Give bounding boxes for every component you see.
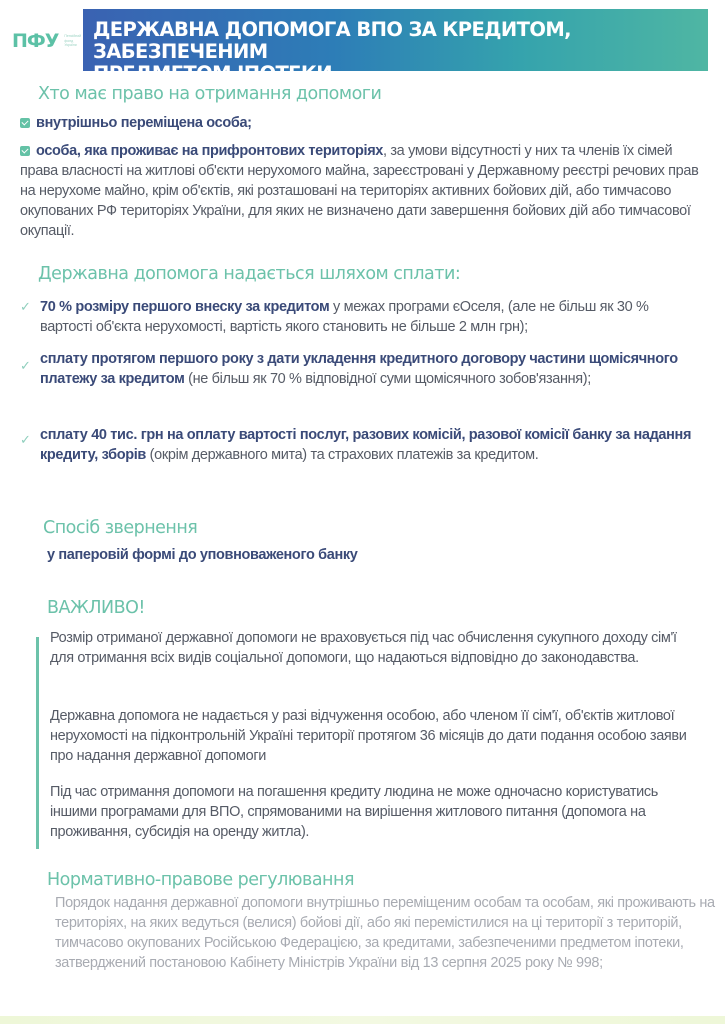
eligibility-item-text: , за умови відсутності у них та членів їх сімей права власності на житлові об'єкти нерухомого майна, зареєстровані у Державному реєстрі речових прав на нерухоме майно, крім об'єктів, які розташовані на територіях активних бойових дій, або тимчасово окупованих РФ територіях України, для яких не визначено дати завершення бойових дій або тимчасової окупації. [20, 143, 699, 239]
payment-item [40, 297, 700, 337]
checkmark-icon: ✓ [20, 300, 31, 315]
eligibility-item [20, 141, 700, 241]
payment-item-text: у межах програми єОселя, (але не більш як 30 % вартості об'єкта нерухомості, вартість якого становить не більше 2 млн грн); [40, 299, 649, 335]
payment-item-text: (окрім державного мита) та страхових платежів за кредитом. [146, 447, 539, 463]
eligibility-item-bold: внутрішньо переміщена особа; [36, 115, 252, 131]
payment-item-bold: сплату 40 тис. грн на оплату вартості послуг, разових комісій, разової комісії банку за надання кредиту, зборів [40, 427, 692, 463]
payment-item-bold: 70 % розміру першого внеску за кредитом [40, 299, 330, 315]
page-title-line-1: ДЕРЖАВНА ДОПОМОГА ВПО ЗА КРЕДИТОМ, ЗАБЕЗПЕЧЕНИМ [93, 18, 571, 63]
application-text: у паперовій формі до уповноваженого банку [47, 547, 358, 563]
header [0, 0, 725, 85]
regulation-heading: Нормативно-правове регулювання [47, 870, 354, 890]
important-paragraph: Під час отримання допомоги на погашення кредиту людина не може одночасно користуватись іншими програмами для ВПО, спрямованими на вирішення житлового питання (допомога на проживання, субсидія на оренду житла). [50, 784, 658, 840]
checkbox-icon [20, 118, 30, 128]
eligibility-heading: Хто має право на отримання допомоги [38, 84, 382, 104]
eligibility-item [20, 113, 700, 133]
page-title-line-2: ПРЕДМЕТОМ ІПОТЕКИ [93, 62, 332, 85]
eligibility-item-bold: особа, яка проживає на прифронтових територіях [36, 143, 384, 159]
checkmark-icon: ✓ [20, 359, 31, 374]
logo-mark: ПФУ [12, 30, 59, 52]
important-accent-bar [36, 637, 39, 849]
application-heading: Спосіб звернення [43, 518, 198, 538]
checkmark-icon: ✓ [20, 433, 31, 448]
regulation-text: Порядок надання державної допомоги внутрішньо переміщеним особам та особам, які проживають на територіях, на яких ведуться (велися) бойові дії, або які перемістилися на ці території з територій, тимчасово окупованих Російською Федерацією, за кредитами, забезпеченими предметом іпотеки, затверджений постановою Кабінету Міністрів України від 13 серпня 2025 року № 998; [55, 895, 715, 971]
payment-heading: Державна допомога надається шляхом сплати: [38, 264, 461, 284]
title-banner [83, 9, 708, 85]
logo-subtitle: Пенсійний фонд України [64, 34, 82, 48]
payment-item-text: (не більш як 70 % відповідної суми щомісячного зобов'язання); [184, 371, 591, 387]
checkbox-icon [20, 146, 30, 156]
important-paragraph: Державна допомога не надається у разі відчуження особою, або членом її сім'ї, об'єктів житлової нерухомості на підконтрольній Україні території протягом 36 місяців до дати подання особою заяви про надання державної допомоги [50, 708, 687, 764]
important-heading: ВАЖЛИВО! [47, 598, 145, 618]
footer-strip [0, 1016, 725, 1024]
important-paragraph: Розмір отриманої державної допомоги не враховується під час обчислення сукупного доходу сім'ї для отримання всіх видів соціальної допомоги, що надаються відповідно до законодавства. [50, 630, 677, 666]
pfu-logo [12, 30, 86, 52]
payment-item [40, 349, 700, 389]
payment-item [40, 425, 700, 465]
payment-item-bold: сплату протягом першого року з дати укладення кредитного договору частини щомісячного платежу за кредитом [40, 351, 678, 387]
